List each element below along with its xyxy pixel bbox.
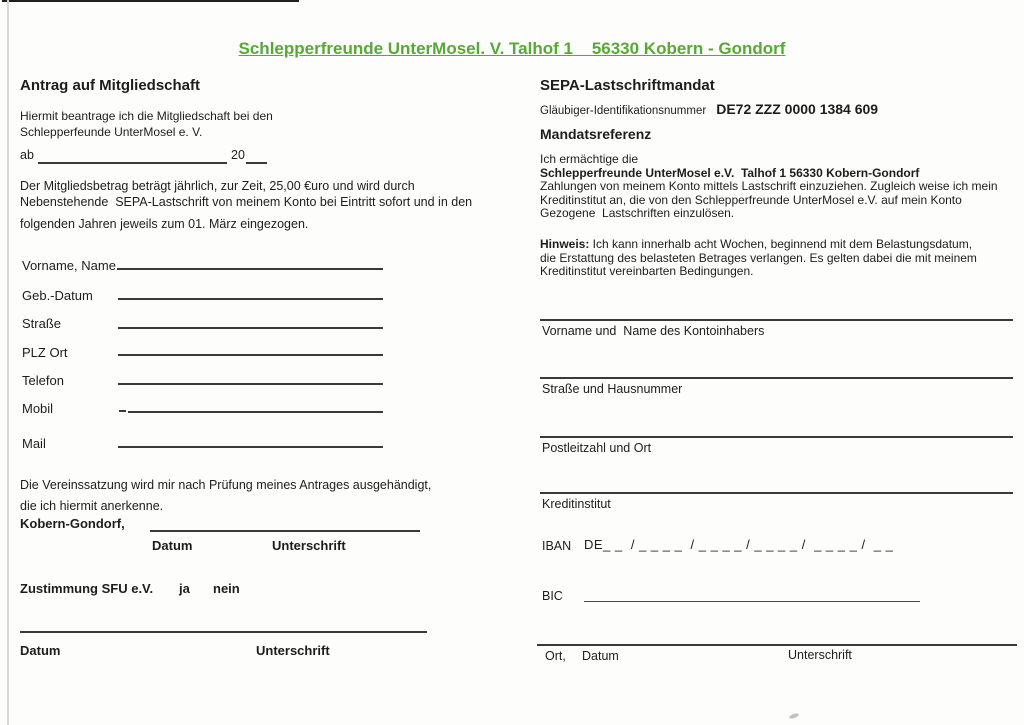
- fill-line-telefon: [118, 383, 383, 385]
- field-label-geb-datum: Geb.-Datum: [22, 288, 93, 303]
- field-label-kreditinstitut: Kreditinstitut: [542, 497, 611, 511]
- field-label-vorname-name: Vorname, Name: [22, 258, 116, 273]
- bic-label: BIC: [542, 589, 563, 603]
- fee-paragraph: [20, 178, 472, 232]
- satzung-paragraph: [20, 475, 431, 516]
- fill-line-geb-datum: [118, 298, 383, 300]
- authorization-paragraph: [540, 153, 998, 221]
- page-title: [0, 39, 1024, 59]
- ab-label: ab: [20, 148, 34, 162]
- hinweis-line-1-text: Ich kann innerhalb acht Wochen, beginnend mit dem Belastungsdatum,: [589, 237, 973, 251]
- signature-line-left-2: [20, 631, 427, 633]
- authorization-line-2: Zahlungen von meinem Konto mittels Lastschrift einzuziehen. Zugleich weise ich mein: [540, 179, 998, 193]
- city-label: Kobern-Gondorf,: [20, 516, 125, 531]
- creditor-id-value: DE72 ZZZ 0000 1384 609: [716, 101, 879, 117]
- sepa-heading: SEPA-Lastschriftmandat: [540, 77, 715, 94]
- zustimmung-nein-label: nein: [213, 581, 240, 596]
- signature-line-left-1: [150, 530, 420, 532]
- hinweis-line-2: die Erstattung des belasteten Betrages verlangen. Es gelten dabei die mit meinem: [540, 250, 977, 265]
- field-label-telefon: Telefon: [22, 373, 64, 388]
- datum-label-2: Datum: [20, 643, 61, 658]
- satzung-line-2: die ich hiermit anerkenne.: [20, 498, 164, 513]
- zustimmung-ja-label: ja: [179, 581, 190, 596]
- datum-label-1: Datum: [152, 538, 193, 553]
- field-label-kontoinhaber: Vorname und Name des Kontoinhabers: [542, 324, 765, 338]
- authorization-line-4: Gezogene Lastschriften einzulösen.: [540, 206, 735, 220]
- fill-line-strasse: [118, 327, 383, 329]
- mandatsreferenz-heading: Mandatsreferenz: [540, 126, 652, 142]
- hinweis-line-3: Kreditinstitut vereinbarten Bedingungen.: [540, 264, 754, 278]
- fee-line-2: Nebenstehende SEPA-Lastschrift von meinem Konto bei Eintritt sofort und in den: [20, 195, 473, 209]
- field-label-mail: Mail: [22, 436, 46, 451]
- hinweis-paragraph: [540, 238, 977, 279]
- satzung-line-1: Die Vereinssatzung wird mir nach Prüfung meines Antrages ausgehändigt,: [20, 478, 432, 492]
- fill-line-vorname-name: [117, 268, 383, 270]
- field-label-strasse-hausnummer: Straße und Hausnummer: [542, 382, 683, 396]
- zustimmung-label: Zustimmung SFU e.V.: [20, 581, 154, 596]
- field-label-mobil: Mobil: [22, 401, 54, 416]
- left-heading: Antrag auf Mitgliedschaft: [20, 77, 201, 94]
- hinweis-line-1: [540, 238, 977, 252]
- authorization-line-1: Ich ermächtige die: [540, 152, 639, 166]
- ab-fill-line: [38, 162, 227, 164]
- field-label-plz-ort: PLZ Ort: [22, 345, 68, 360]
- bic-fill-line: [584, 601, 920, 602]
- field-label-strasse: Straße: [22, 316, 62, 331]
- unterschrift-label-1: Unterschrift: [272, 538, 346, 553]
- intro-line-2: Schlepperfeunde UnterMosel e. V.: [20, 124, 203, 139]
- authorization-line-3: Kreditinstitut an, die von den Schlepperfreunde UnterMosel e.V. auf mein Konto: [540, 192, 962, 207]
- hinweis-bold-label: Hinweis:: [540, 237, 590, 251]
- fill-line-postleitzahl-ort: [540, 436, 1013, 438]
- scan-edge-top-line: [2, 0, 299, 2]
- fee-line-3: folgenden Jahren jeweils zum 01. März eingezogen.: [20, 217, 309, 231]
- fill-line-kontoinhaber: [540, 319, 1013, 321]
- signature-line-right: [537, 644, 1017, 646]
- fee-line-1: Der Mitgliedsbetrag beträgt jährlich, zur Zeit, 25,00 €uro und wird durch: [20, 179, 415, 193]
- fill-line-strasse-hausnummer: [540, 377, 1013, 379]
- authorization-club-address: Schlepperfreunde UnterMosel e.V. Talhof 1 56330 Kobern-Gondorf: [540, 165, 920, 180]
- fill-line-mail: [118, 446, 383, 448]
- page-title-text: Schlepperfreunde UnterMosel. V. Talhof 1 56330 Kobern - Gondorf: [238, 39, 786, 58]
- fill-line-kreditinstitut: [540, 492, 1013, 494]
- field-label-postleitzahl-ort: Postleitzahl und Ort: [542, 441, 652, 455]
- unterschrift-label-right: Unterschrift: [788, 648, 852, 662]
- fill-line-mobil-dash: [119, 410, 126, 412]
- fill-line-plz-ort: [118, 354, 383, 356]
- ab-year-fill-line: [246, 162, 267, 164]
- iban-label: IBAN: [542, 539, 572, 553]
- creditor-id-row: [540, 101, 878, 119]
- creditor-id-label: Gläubiger-Identifikationsnummer: [540, 105, 707, 117]
- scan-edge-left-line: [7, 0, 9, 725]
- iban-mask: DE_ _ / _ _ _ _ / _ _ _ _ / _ _ _ _ / _ _ _ _ / _ _: [584, 537, 894, 552]
- ab-year-prefix: 20: [231, 148, 245, 162]
- ort-label: Ort,: [545, 649, 566, 663]
- intro-line-1: Hiermit beantrage ich die Mitgliedschaft bei den: [20, 109, 273, 123]
- fill-line-mobil: [128, 411, 383, 413]
- unterschrift-label-2: Unterschrift: [256, 643, 330, 658]
- intro-paragraph: [20, 109, 273, 140]
- datum-label-right: Datum: [582, 649, 619, 663]
- scan-speck: [789, 712, 800, 719]
